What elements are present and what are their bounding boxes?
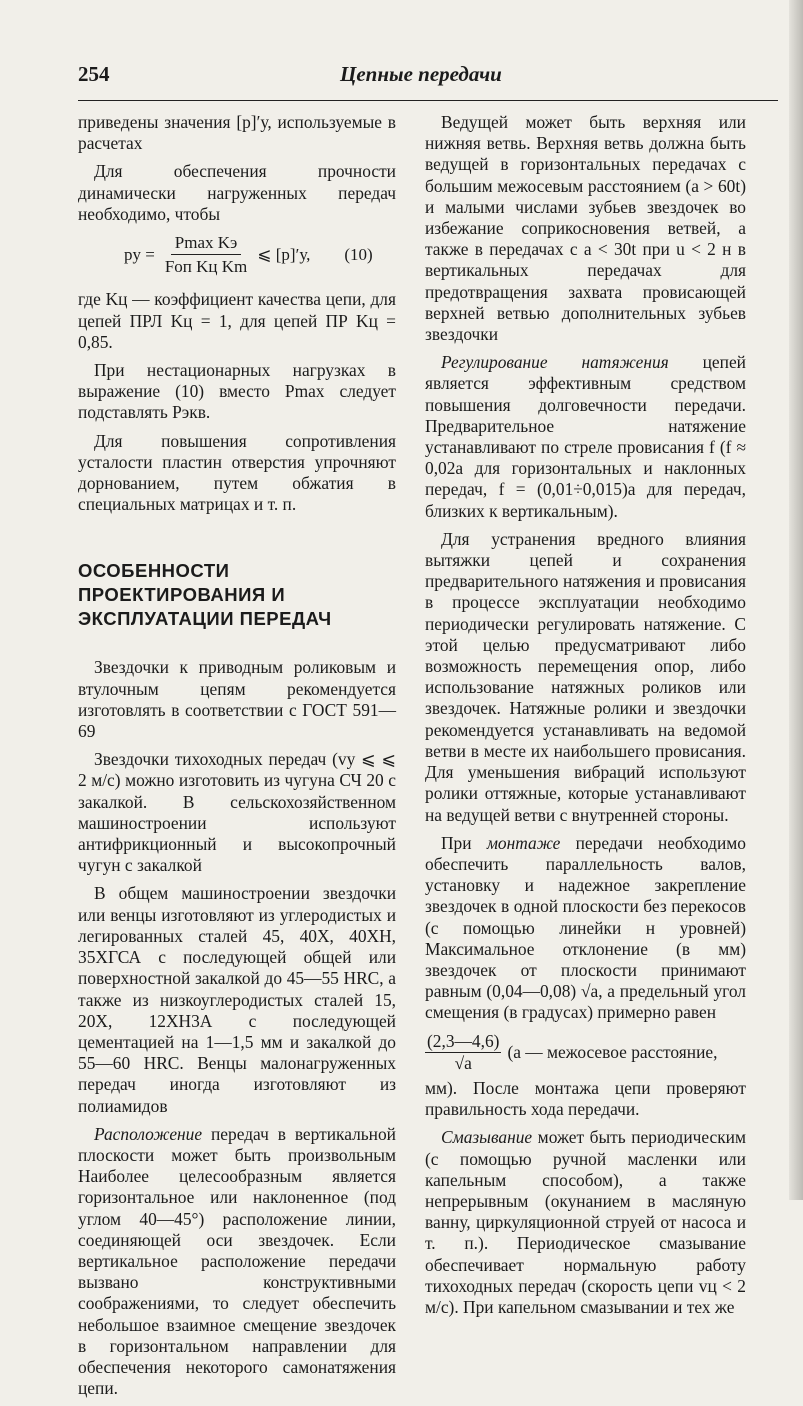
running-title: Цепные передачи — [340, 62, 502, 86]
paragraph: Для повышения сопротивления усталости пластин отверстия упрочняют дорнованием, путем обжатия в специальных матрицах и т. п. — [78, 430, 396, 515]
paragraph — [78, 1124, 396, 1400]
formula-note: (a — межосевое расстояние, — [507, 1041, 718, 1062]
paragraph: мм). После монтажа цепи проверяют правильность хода передачи. — [425, 1077, 746, 1120]
paragraph: Для устранения вредного влияния вытяжки цепей и сохранения предварительного натяжения и провисания в процессе эксплуатации необходимо периодически регулировать натяжение. С этой целью предусматривают либо возможность перемещения опор, либо использование натяжных роликов или звездочек. Натяжные ролики и звездочки рекомендуется устанавливать на ведомой ветви в месте их наибольшего провисания. Для уменьшения вибраций используют ролики оттяжные, которые устанавливают на ведущей ветви с внутренней стороны. — [425, 528, 746, 825]
paragraph: Для обеспечения прочности динамически нагруженных передач необходимо, чтобы — [78, 161, 396, 224]
paragraph: где Kц — коэффициент качества цепи, для цепей ПРЛ Kц = 1, для цепей ПР Kц = 0,85. — [78, 289, 396, 352]
angle-formula — [425, 1031, 746, 1074]
formula-numerator: Pmax Kэ — [171, 232, 242, 255]
paragraph — [425, 352, 746, 522]
left-column — [78, 112, 396, 1406]
paragraph: Ведущей может быть верхняя или нижняя ветвь. Верхняя ветвь должна быть ведущей в горизонтальных передачах с большим межосевым расстоянием (a > 60t) и малыми числами зубьев звездочек во избежание соприкосновения ветвей, а также в передачах с a < 30t при u < 2 н в вертикальных передачах для предотвращения захвата провисающей верхней ветвью дополнительных зубьев звездочки — [425, 112, 746, 345]
formula-rhs: ⩽ [p]′у, — [257, 245, 311, 265]
header-rule — [78, 100, 778, 101]
italic-term: Регулирование натяжения — [441, 352, 669, 373]
page-header — [78, 62, 778, 98]
italic-term: монтаже — [486, 832, 561, 853]
paragraph-text: При — [441, 832, 487, 853]
page-edge-shadow — [789, 0, 803, 1200]
paragraph-text: передач в вертикальной плоскости может быть произвольным Наиболее целесообразным является горизонтальное или наклоненное (под углом 40—45°) расположение линии, соединяющей оси звездочек. Если вертикальное расположение передачи вызвано конструктивными соображениями, то следует обеспечить небольшое взаимное смещение звездочек в горизонтальном направлении для обеспечения некоторого самонатяжения цепи. — [78, 1123, 396, 1399]
paragraph: Звездочки к приводным роликовым и втулочным цепям рекомендуется изготовлять в соответствии с ГОСТ 591—69 — [78, 657, 396, 742]
section-heading: ОСОБЕННОСТИ ПРОЕКТИРОВАНИЯ И ЭКСПЛУАТАЦИИ ПЕРЕДАЧ — [78, 560, 332, 630]
angle-fraction — [425, 1031, 501, 1074]
italic-term: Расположение — [94, 1123, 203, 1144]
formula-denominator: Fоп Kц Km — [164, 257, 248, 277]
right-column — [425, 112, 746, 1325]
paragraph: При нестационарных нагрузках в выражение (10) вместо Pmax следует подставлять Pэкв. — [78, 360, 396, 423]
paragraph-text: цепей является эффективным средством повышения долговечности передачи. Предварительное натяжение устанавливают по стреле провисания f (f ≈ 0,02a для горизонтальных и наклонных передач, f = (0,01÷0,015)a для передач, близких к вертикальным). — [425, 352, 746, 521]
formula-10 — [124, 232, 396, 277]
paragraph — [425, 833, 746, 1024]
equation-number: (10) — [344, 245, 373, 265]
angle-numerator: (2,3—4,6) — [425, 1031, 501, 1053]
angle-denominator: √a — [454, 1052, 472, 1073]
formula-lhs: pу = — [124, 245, 155, 265]
paragraph — [425, 1127, 746, 1318]
paragraph-text: может быть периодическим (с помощью ручной масленки или капельным способом), а также непрерывным (окунанием в масляную ванну, циркуляционной струей от насоса и т. п.). Периодическое смазывание обеспечивает нормальную работу тихоходных передач (скорость цепи vц < 2 м/с). При капельном смазывании и тех же — [425, 1127, 746, 1317]
paragraph: приведены значения [p]′у, используемые в расчетах — [78, 112, 396, 154]
paragraph-text: передачи необходимо обеспечить параллельность валов, установку и надежное закрепление звездочек в одной плоскости без перекосов (с помощью линейки н уровней) Максимальное отклонение (в мм) звездочек от плоскости принимают равным (0,04—0,08) √a, а предельный угол смещения (в градусах) примерно равен — [425, 832, 746, 1023]
italic-term: Смазывание — [441, 1127, 533, 1148]
formula-fraction — [161, 232, 251, 277]
page-number: 254 — [78, 62, 110, 86]
paragraph: Звездочки тихоходных передач (vу ⩽ ⩽ 2 м/с) можно изготовить из чугуна СЧ 20 с закалкой. В сельскохозяйственном машиностроении используют антифрикционный и высокопрочный чугун с закалкой — [78, 749, 396, 876]
paragraph: В общем машиностроении звездочки или венцы изготовляют из углеродистых и легированных сталей 45, 40Х, 40ХН, 35ХГСА с последующей общей или поверхностной закалкой до 45—55 HRC, а также из низкоуглеродистых сталей 15, 20Х, 12ХН3А с последующей цементацией на 1—1,5 мм и закалкой до 55—60 HRC. Венцы малонагруженных передач иногда изготовляют из полиамидов — [78, 883, 396, 1116]
